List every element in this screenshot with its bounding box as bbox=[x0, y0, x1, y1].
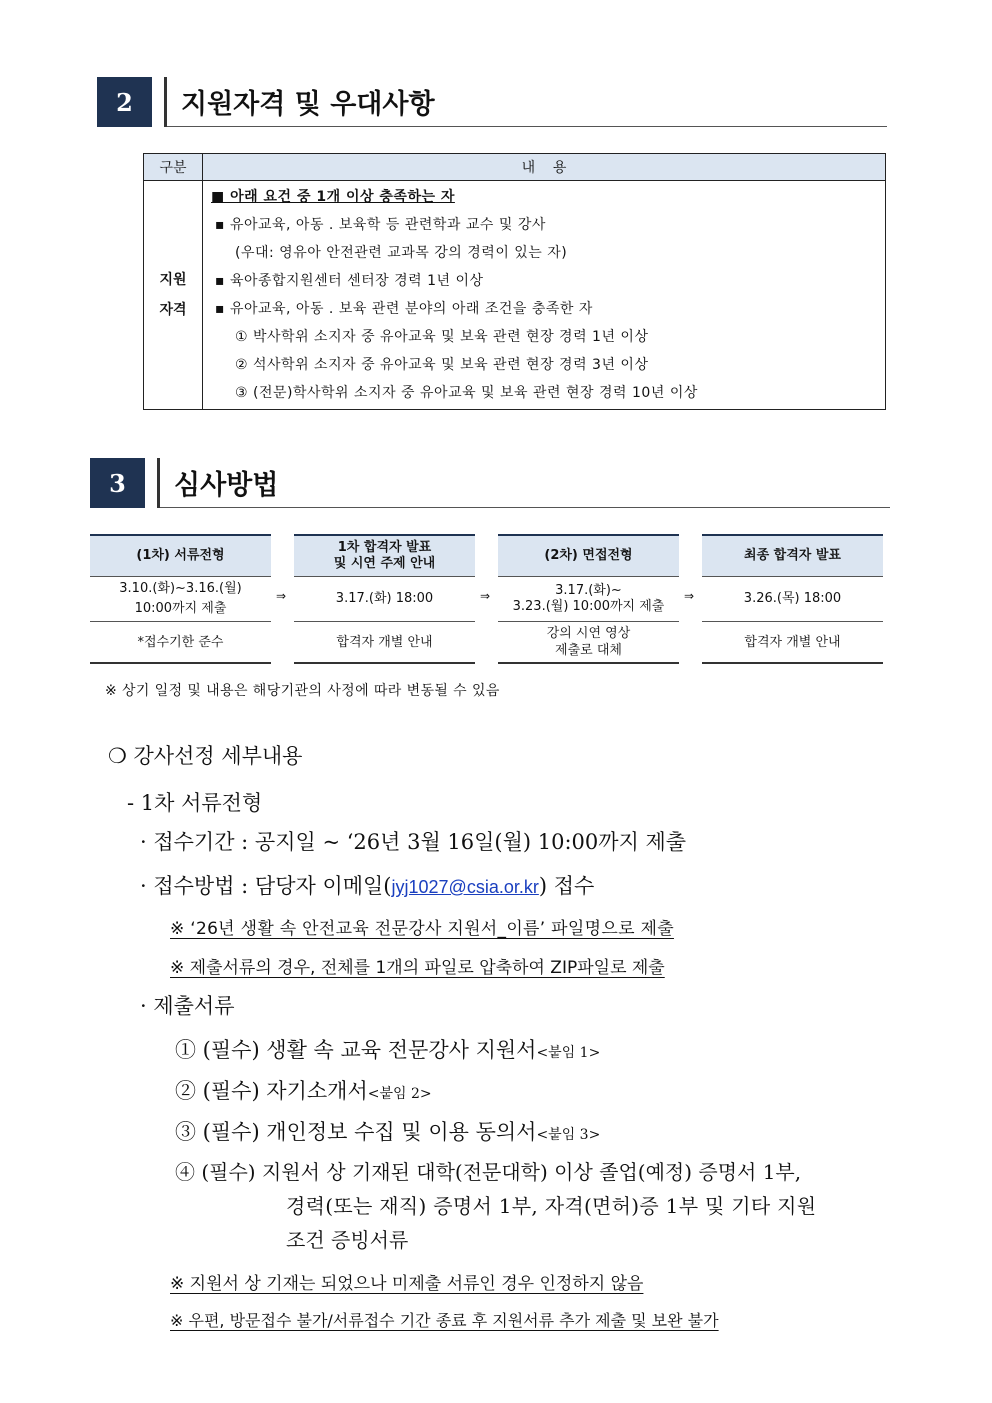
step-title: (2차) 면접전형 bbox=[498, 534, 679, 577]
step-date bbox=[90, 577, 271, 622]
document-text: ① (필수) 생활 속 교육 전문강사 지원서 bbox=[175, 1038, 537, 1062]
step-note: 합격자 개별 안내 bbox=[702, 622, 883, 664]
qualification-content bbox=[203, 181, 886, 410]
document-text: ③ (필수) 개인정보 수집 및 이용 동의서 bbox=[175, 1120, 537, 1144]
reception-period: · 접수기간 : 공지일 ~ ‘26년 3월 16일(월) 10:00까지 제출 bbox=[140, 830, 687, 854]
email-link[interactable]: jyj1027@csia.or.kr bbox=[391, 877, 539, 897]
note-postal-not-accepted: ※ 우편, 방문접수 불가/서류접수 기간 종료 후 지원서류 추가 제출 및 보완 불가 bbox=[170, 1311, 719, 1330]
step-date: 3.26.(목) 18:00 bbox=[702, 577, 883, 622]
qualification-table bbox=[143, 153, 886, 410]
step-date: 3.17.(화) 18:00 bbox=[294, 577, 475, 622]
details-heading: ❍ 강사선정 세부내용 bbox=[108, 744, 303, 768]
step-date-line: 3.23.(월) 10:00까지 제출 bbox=[512, 599, 665, 614]
process-flow bbox=[90, 534, 885, 664]
step-note bbox=[498, 622, 679, 664]
row-label-line: 지원 bbox=[159, 272, 187, 288]
list-item: ① 박사학위 소지자 중 유아교육 및 보육 관련 현장 경력 1년 이상 bbox=[235, 329, 649, 345]
step-date-line: 3.17.(화)~ bbox=[555, 583, 622, 598]
step-title-line: 1차 합격자 발표 bbox=[337, 540, 432, 555]
document-text: ② (필수) 자기소개서 bbox=[175, 1079, 368, 1103]
section-3-header bbox=[90, 458, 890, 508]
flow-step-document-review bbox=[90, 534, 271, 664]
note-filename: ※ ‘26년 생활 속 안전교육 전문강사 지원서_이름’ 파일명으로 제출 bbox=[170, 919, 674, 939]
list-item: ▪ 유아교육, 아동 . 보육 관련 분야의 아래 조건을 충족한 자 bbox=[215, 301, 593, 317]
list-item: ▪ 유아교육, 아동 . 보육학 등 관련학과 교수 및 강사 bbox=[215, 217, 546, 233]
list-item: ■ 아래 요건 중 1개 이상 충족하는 자 bbox=[211, 189, 455, 205]
document-item-1 bbox=[175, 1034, 600, 1064]
documents-label: · 제출서류 bbox=[140, 994, 235, 1018]
document-item-3 bbox=[175, 1116, 600, 1146]
flow-step-interview bbox=[498, 534, 679, 664]
row-label-line: 자격 bbox=[159, 302, 187, 318]
step-title: 최종 합격자 발표 bbox=[702, 534, 883, 577]
row-label bbox=[144, 181, 203, 410]
table-header-content: 내 용 bbox=[203, 154, 886, 181]
flow-step-first-announcement bbox=[294, 534, 475, 664]
attachment-tag: <붙임 3> bbox=[536, 1127, 601, 1143]
step-title-line: 및 시연 주제 안내 bbox=[333, 556, 436, 571]
arrow-icon: ⇒ bbox=[479, 589, 491, 603]
attachment-tag: <붙임 2> bbox=[367, 1086, 432, 1102]
step-title: (1차) 서류전형 bbox=[90, 534, 271, 577]
reception-method bbox=[140, 870, 594, 900]
arrow-icon: ⇒ bbox=[275, 589, 287, 603]
section-number: 3 bbox=[90, 458, 145, 508]
step-date bbox=[498, 577, 679, 622]
step-note-line: 강의 시연 영상 bbox=[546, 626, 631, 641]
details-subheading: - 1차 서류전형 bbox=[127, 791, 263, 815]
section-title: 지원자격 및 우대사항 bbox=[167, 77, 887, 127]
step-note: *접수기한 준수 bbox=[90, 622, 271, 664]
reception-method-label: · 접수방법 : 담당자 이메일( bbox=[140, 874, 392, 898]
step-date-line: 10:00까지 제출 bbox=[134, 601, 227, 616]
document-item-4-line: 조건 증빙서류 bbox=[286, 1228, 409, 1252]
step-date-line: 3.10.(화)~3.16.(월) bbox=[119, 581, 242, 596]
document-item-2 bbox=[175, 1075, 432, 1105]
attachment-tag: <붙임 1> bbox=[536, 1045, 601, 1061]
step-note: 합격자 개별 안내 bbox=[294, 622, 475, 664]
section-title: 심사방법 bbox=[160, 458, 890, 508]
list-item: ② 석사학위 소지자 중 유아교육 및 보육 관련 현장 경력 3년 이상 bbox=[235, 357, 649, 373]
note-zip: ※ 제출서류의 경우, 전체를 1개의 파일로 압축하여 ZIP파일로 제출 bbox=[170, 958, 665, 978]
section-2-header bbox=[97, 77, 887, 127]
list-item: (우대: 영유아 안전관련 교과목 강의 경력이 있는 자) bbox=[235, 245, 568, 261]
arrow-icon: ⇒ bbox=[683, 589, 695, 603]
document-item-4-line: 경력(또는 재직) 증명서 1부, 자격(면허)증 1부 및 기타 지원 bbox=[286, 1194, 817, 1218]
flow-step-final-announcement bbox=[702, 534, 883, 664]
step-title bbox=[294, 534, 475, 577]
section-number: 2 bbox=[97, 77, 152, 127]
document-item-4-line: ④ (필수) 지원서 상 기재된 대학(전문대학) 이상 졸업(예정) 증명서 1부, bbox=[175, 1160, 802, 1184]
reception-method-suffix: ) 접수 bbox=[538, 874, 595, 898]
step-note-line: 제출로 대체 bbox=[555, 643, 622, 658]
note-missing-documents: ※ 지원서 상 기재는 되었으나 미제출 서류인 경우 인정하지 않음 bbox=[170, 1274, 644, 1294]
list-item: ▪ 육아종합지원센터 센터장 경력 1년 이상 bbox=[215, 273, 484, 289]
table-header-category: 구분 bbox=[144, 154, 203, 181]
list-item: ③ (전문)학사학위 소지자 중 유아교육 및 보육 관련 현장 경력 10년 이상 bbox=[235, 385, 698, 401]
schedule-note: ※ 상기 일정 및 내용은 해당기관의 사정에 따라 변동될 수 있음 bbox=[105, 683, 500, 699]
